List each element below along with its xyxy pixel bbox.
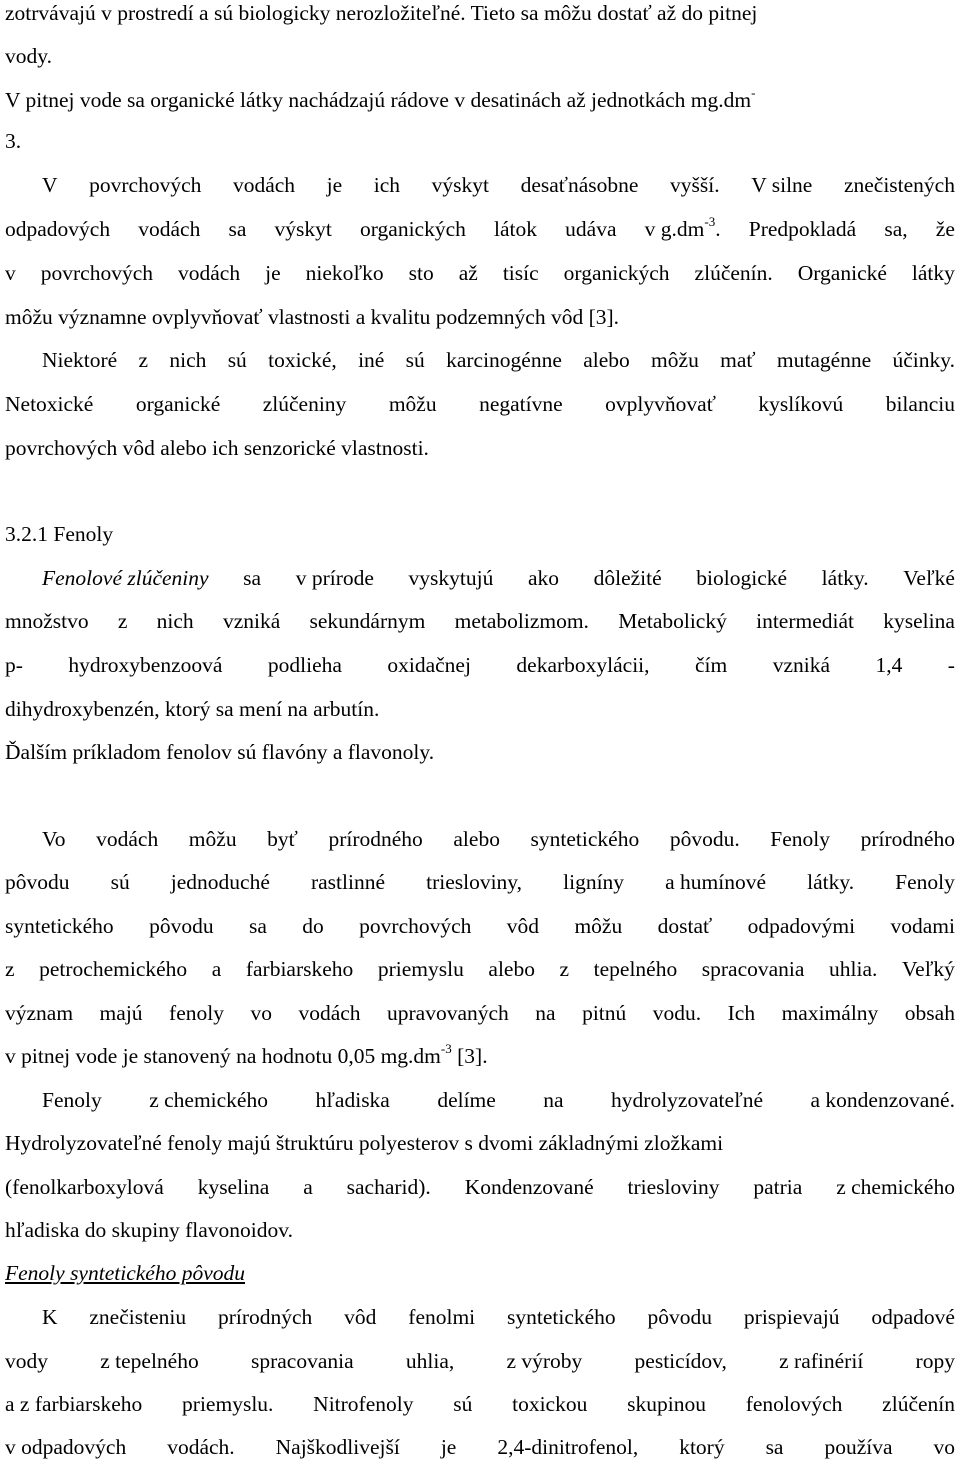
word: Vo — [42, 827, 66, 851]
word: tepelného — [593, 957, 678, 981]
word: uhlia, — [405, 1349, 455, 1373]
word: V silne — [751, 173, 813, 197]
text-segment: V pitnej vode sa organické látky nachádzajú rádove v desatinách až jednotkách mg.dm — [5, 88, 752, 112]
word: Fenoly — [42, 1088, 102, 1112]
word: spracovania — [250, 1349, 354, 1373]
text-line — [42, 565, 955, 591]
word: vodách — [178, 261, 241, 285]
subheading — [5, 1260, 955, 1286]
word: fenolmi — [408, 1305, 476, 1329]
word: syntetického — [5, 914, 114, 938]
word: 1,4 — [875, 653, 903, 677]
word: syntetického — [530, 827, 640, 851]
word: priemyslu — [377, 957, 464, 981]
text-line — [5, 43, 955, 69]
word: prispievajú — [743, 1305, 840, 1329]
word: vo — [933, 1435, 955, 1459]
word: fenolových — [745, 1392, 843, 1416]
word: intermediát — [756, 609, 855, 633]
text-segment: môžu významne ovplyvňovať vlastnosti a kvalitu podzemných vôd [3]. — [5, 305, 620, 329]
text-line — [5, 0, 955, 26]
word: z — [117, 609, 128, 633]
word: ich — [373, 173, 401, 197]
word: zlúčenín — [882, 1392, 955, 1416]
text-segment: v pitnej vode je stanovený na hodnotu 0,05 mg.dm — [5, 1044, 441, 1068]
word: (fenolkarboxylová — [5, 1175, 164, 1199]
word: a kondenzované. — [810, 1088, 955, 1112]
word: sú — [405, 348, 425, 372]
word: v g.dm — [644, 217, 705, 241]
word: Niektoré — [42, 348, 118, 372]
text-line — [5, 1174, 955, 1200]
word: vodách — [138, 217, 201, 241]
word: organických — [563, 261, 670, 285]
text-line — [5, 304, 955, 330]
word: sto — [408, 261, 434, 285]
text-line — [5, 1348, 955, 1374]
word: a — [211, 957, 222, 981]
punctuation: [3]. — [451, 1044, 488, 1068]
word: prírodného — [860, 827, 955, 851]
word: pôvodu — [5, 870, 70, 894]
word: látok — [494, 217, 538, 241]
word: je — [326, 173, 343, 197]
word: alebo — [583, 348, 630, 372]
word: pôvodu. — [669, 827, 740, 851]
word: sú — [453, 1392, 473, 1416]
word: Fenoly — [770, 827, 831, 851]
word: sacharid). — [346, 1175, 431, 1199]
word: obsah — [904, 1001, 955, 1025]
word: dekarboxylácii, — [516, 653, 650, 677]
word: dostať — [657, 914, 713, 938]
word: sekundárnym — [309, 609, 426, 633]
text-line — [5, 435, 955, 461]
text-line — [5, 1000, 955, 1026]
word: vyskytujú — [408, 566, 494, 590]
text-line — [5, 1391, 955, 1417]
text-segment: 3. — [5, 129, 22, 153]
word: delíme — [437, 1088, 496, 1112]
word: ligníny — [563, 870, 625, 894]
word: negatívne — [479, 392, 563, 416]
italic-term: Fenolové zlúčeniny — [42, 566, 209, 590]
word: odpadové — [871, 1305, 955, 1329]
word: farbiarskeho — [245, 957, 354, 981]
text-line — [5, 1040, 955, 1069]
text-line — [42, 172, 955, 198]
word: zlúčeniny — [262, 392, 347, 416]
superscript: - — [751, 84, 756, 100]
word: spracovania — [701, 957, 805, 981]
word: karcinogénne — [446, 348, 562, 372]
word: prírodného — [328, 827, 423, 851]
text-segment: Ďalším príkladom fenolov sú flavóny a flavonoly. — [5, 740, 435, 764]
word: skupinou — [627, 1392, 706, 1416]
word: rastlinné — [310, 870, 386, 894]
word: patria — [753, 1175, 803, 1199]
word: desaťnásobne — [520, 173, 639, 197]
text-line — [5, 213, 955, 242]
word: maximálny — [781, 1001, 879, 1025]
word: upravovaných — [387, 1001, 509, 1025]
word: niekoľko — [305, 261, 384, 285]
word: majú — [99, 1001, 143, 1025]
text-line — [42, 1087, 955, 1113]
text-segment: vody. — [5, 44, 52, 68]
word: sa — [765, 1435, 784, 1459]
word: vodách. — [167, 1435, 235, 1459]
word: triesloviny — [627, 1175, 720, 1199]
word: znečistených — [843, 173, 955, 197]
word: pôvodu — [149, 914, 214, 938]
word: udáva — [565, 217, 617, 241]
word: môžu — [388, 392, 437, 416]
word: zlúčenín. — [694, 261, 773, 285]
word: hydrolyzovateľné — [611, 1088, 764, 1112]
word: triesloviny, — [426, 870, 523, 894]
word: byť — [267, 827, 298, 851]
text-line — [5, 608, 955, 634]
word: hľadiska — [315, 1088, 390, 1112]
text-line — [5, 1434, 955, 1460]
word: p- — [5, 653, 23, 677]
heading-text: 3.2.1 Fenoly — [5, 522, 114, 546]
text-line — [42, 347, 955, 373]
text-line — [5, 260, 955, 286]
word: vodu. — [652, 1001, 702, 1025]
word: výskyt — [274, 217, 332, 241]
word: vzniká — [222, 609, 281, 633]
word: povrchových — [40, 261, 153, 285]
text-segment: Hydrolyzovateľné fenoly majú štruktúru polyesterov s dvomi základnými zložkami — [5, 1131, 724, 1155]
word: nich — [169, 348, 207, 372]
word: je — [440, 1435, 457, 1459]
word: Metabolický — [618, 609, 727, 633]
word: Predpokladá — [748, 217, 857, 241]
text-segment: povrchových vôd alebo ich senzorické vlastnosti. — [5, 436, 429, 460]
word: vo — [250, 1001, 272, 1025]
word: podlieha — [267, 653, 342, 677]
word: oxidačnej — [387, 653, 471, 677]
word: používa — [824, 1435, 893, 1459]
word: mutagénne — [776, 348, 872, 372]
word: ako — [527, 566, 560, 590]
word: Netoxické — [5, 392, 94, 416]
word: vodách — [298, 1001, 361, 1025]
word: vôd — [506, 914, 540, 938]
word: syntetického — [507, 1305, 616, 1329]
word: Veľký — [901, 957, 955, 981]
text-line — [5, 84, 955, 113]
word: že — [935, 217, 955, 241]
word: z tepelného — [100, 1349, 199, 1373]
word: z chemického — [149, 1088, 268, 1112]
word: kyselina — [883, 609, 955, 633]
word: priemyslu. — [182, 1392, 274, 1416]
word: môžu — [188, 827, 237, 851]
word: pitnú — [582, 1001, 627, 1025]
text-line — [5, 956, 955, 982]
word: sa — [243, 566, 262, 590]
word: 2,4-dinitrofenol, — [497, 1435, 639, 1459]
text-segment: hľadiska do skupiny flavonoidov. — [5, 1218, 294, 1242]
word: na — [535, 1001, 556, 1025]
word: až — [458, 261, 478, 285]
word: toxické, — [268, 348, 337, 372]
word: v prírode — [295, 566, 374, 590]
word: môžu — [574, 914, 623, 938]
section-heading — [5, 521, 955, 547]
text-line — [5, 696, 955, 722]
word: látky — [911, 261, 955, 285]
word: sú — [227, 348, 247, 372]
word: z rafinérií — [779, 1349, 864, 1373]
word: alebo — [453, 827, 500, 851]
text-line — [42, 826, 955, 852]
word: Organické — [797, 261, 887, 285]
word: znečisteniu — [89, 1305, 187, 1329]
word: z — [138, 348, 149, 372]
word: Ich — [727, 1001, 756, 1025]
word: Kondenzované — [464, 1175, 594, 1199]
text-segment: zotrvávajú v prostredí a sú biologicky nerozložiteľné. Tieto sa môžu dostať až do pitnej — [5, 1, 758, 25]
word: odpadových — [5, 217, 111, 241]
word: a — [303, 1175, 313, 1199]
text-line — [42, 1304, 955, 1330]
word: v odpadových — [5, 1435, 127, 1459]
word: sa — [228, 217, 247, 241]
word: sa, — [884, 217, 908, 241]
word: povrchových — [359, 914, 472, 938]
word: vody — [5, 1349, 48, 1373]
word: odpadovými — [747, 914, 856, 938]
word: môžu — [651, 348, 699, 372]
superscript: -3 — [440, 1040, 452, 1056]
word: hydroxybenzoová — [68, 653, 223, 677]
word: pesticídov, — [634, 1349, 727, 1373]
word: organických — [360, 217, 466, 241]
word: z — [559, 957, 570, 981]
word: - — [947, 653, 955, 677]
word: sú — [110, 870, 130, 894]
word: Najškodlivejší — [275, 1435, 400, 1459]
word: výskyt — [431, 173, 489, 197]
word: povrchových — [89, 173, 202, 197]
word: na — [543, 1088, 564, 1112]
word: toxickou — [512, 1392, 588, 1416]
word: vzniká — [772, 653, 831, 677]
word: vyšší. — [670, 173, 720, 197]
text-line — [5, 391, 955, 417]
word: vodami — [890, 914, 955, 938]
word: vodách — [232, 173, 296, 197]
text-line — [5, 913, 955, 939]
text-line — [5, 652, 955, 678]
word: v — [5, 261, 16, 285]
word: uhlia. — [829, 957, 878, 981]
word: K — [42, 1305, 58, 1329]
word: čím — [695, 653, 728, 677]
punctuation: . — [715, 217, 721, 241]
word: látky. — [807, 870, 855, 894]
word: do — [302, 914, 324, 938]
word: jednoduché — [170, 870, 270, 894]
word: organické — [135, 392, 221, 416]
word: pôvodu — [647, 1305, 713, 1329]
word: účinky. — [892, 348, 955, 372]
word: ktorý — [679, 1435, 725, 1459]
word: látky. — [821, 566, 869, 590]
word-with-superscript — [644, 213, 721, 242]
word: prírodných — [217, 1305, 313, 1329]
word: kyselina — [197, 1175, 270, 1199]
word: ovplyvňovať — [605, 392, 716, 416]
word: Nitrofenoly — [313, 1392, 414, 1416]
text-line — [5, 869, 955, 895]
text-line — [5, 1130, 955, 1156]
word: z chemického — [836, 1175, 955, 1199]
text-line — [5, 1217, 955, 1243]
word: tisíc — [502, 261, 539, 285]
text-line — [5, 128, 955, 154]
word: dôležité — [593, 566, 662, 590]
word: fenoly — [169, 1001, 224, 1025]
word: V — [42, 173, 58, 197]
word: nich — [156, 609, 194, 633]
word: množstvo — [5, 609, 89, 633]
word: vodách — [96, 827, 159, 851]
text-line — [5, 739, 955, 765]
word: metabolizmom. — [454, 609, 589, 633]
word: Veľké — [903, 566, 955, 590]
word: kyslíkovú — [758, 392, 844, 416]
word: význam — [5, 1001, 74, 1025]
word: biologické — [696, 566, 788, 590]
word: mať — [720, 348, 756, 372]
word: sa — [248, 914, 267, 938]
word: a humínové — [665, 870, 767, 894]
text-segment: dihydroxybenzén, ktorý sa mení na arbutín. — [5, 697, 380, 721]
superscript: -3 — [704, 213, 716, 229]
word: Fenoly — [895, 870, 955, 894]
word: vôd — [344, 1305, 377, 1329]
word: z výroby — [506, 1349, 583, 1373]
word: petrochemického — [39, 957, 188, 981]
word: ropy — [915, 1349, 955, 1373]
word: bilanciu — [885, 392, 955, 416]
word: alebo — [488, 957, 535, 981]
word: iné — [358, 348, 385, 372]
subheading-text: Fenoly syntetického pôvodu — [5, 1261, 245, 1285]
word: z — [5, 957, 15, 981]
word: a z farbiarskeho — [5, 1392, 143, 1416]
word: je — [265, 261, 281, 285]
